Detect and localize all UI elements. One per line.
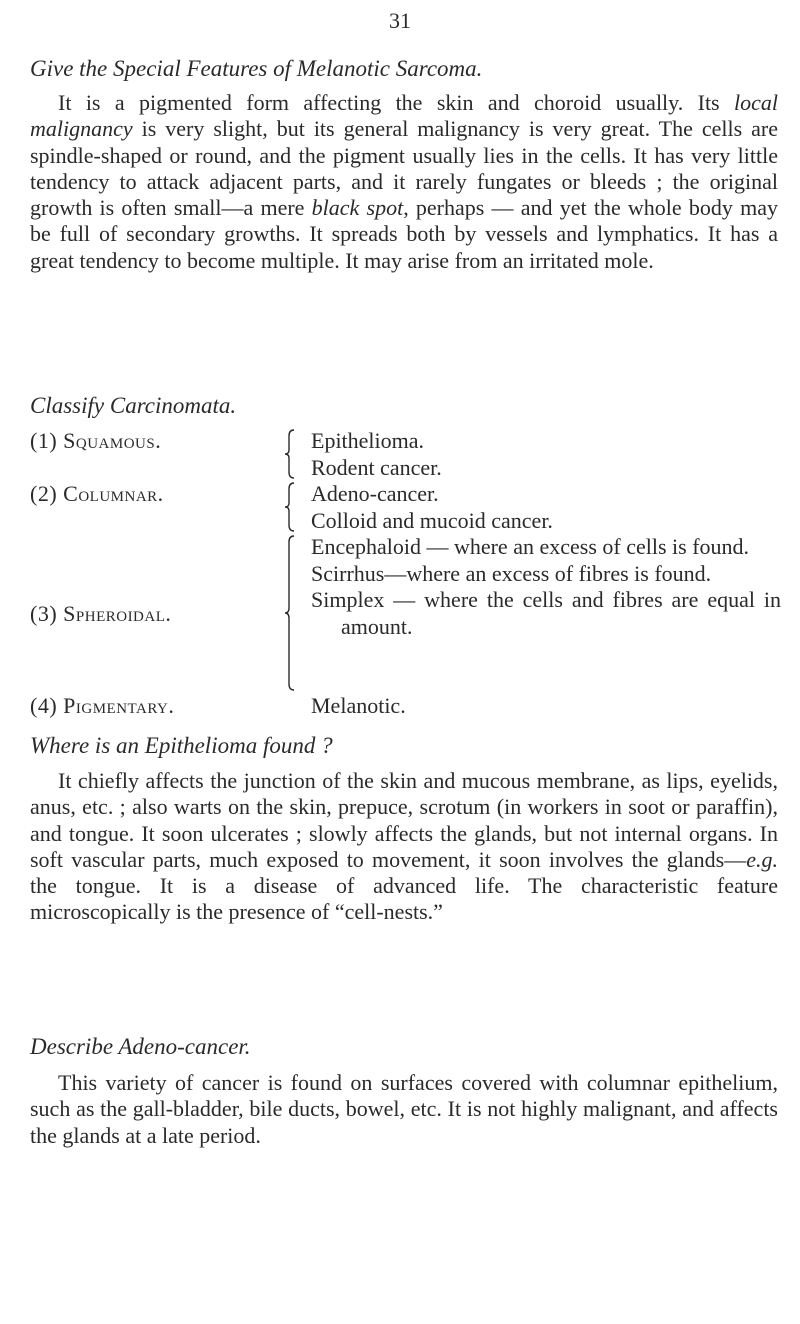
epithelioma-text-1: It chiefly affects the junction of the skin and mucous membrane, as lips, eyelids, anus, etc. ; also warts on the skin, prepuce, scrotum (in workers in soot or paraffin), and tongue. It soon ulcerates ; slowly affects the glands, but not internal organs. In soft vascular parts, much exposed to movement, it soon involves the glands—: [30, 768, 778, 872]
adeno-paragraph: [30, 1070, 778, 1149]
class-item: Melanotic.: [311, 693, 406, 718]
page-number: 31: [389, 8, 411, 33]
black-spot-phrase: black spot: [311, 195, 404, 221]
class-label-squamous: (1) Squamous.: [30, 428, 162, 453]
class-item: Adeno-cancer.: [311, 481, 439, 506]
brace-columnar: [282, 481, 296, 533]
class-items-squamous: [311, 428, 781, 481]
sarcoma-text-1: It is a pigmented form affecting the skin and choroid usually. Its: [58, 90, 734, 115]
epithelioma-heading: Where is an Epithelioma found ?: [30, 733, 333, 758]
class-items-columnar: [311, 481, 781, 534]
epithelioma-text-2: the tongue. It is a disease of advanced life. The characteristic feature microscopically is the presence of “cell-nests.”: [30, 873, 778, 925]
local-malignancy-phrase: local malignancy: [30, 90, 778, 142]
adeno-text: This variety of cancer is found on surfaces covered with columnar epithelium, such as the gall-bladder, bile ducts, bowel, etc. It is not highly malignant, and affects the glands at a late period.: [30, 1070, 778, 1148]
class-item: Encephaloid — where an excess of cells is found.: [311, 534, 750, 559]
sarcoma-heading: Give the Special Features of Melanotic Sarcoma.: [30, 56, 483, 81]
class-items-pigmentary: [311, 693, 781, 720]
sarcoma-text-3: , perhaps — and yet the whole body may be full of secondary growths. It spreads both by vessels and lymphatics. It has a great tendency to become multiple. It may arise from an irritated mole.: [30, 195, 778, 273]
eg-abbreviation: e.g.: [746, 846, 778, 872]
class-label-spheroidal: (3) Spheroidal.: [30, 601, 172, 626]
brace-spheroidal: [282, 534, 296, 692]
class-item: Scirrhus—where an excess of fibres is found.: [311, 560, 712, 586]
epithelioma-paragraph: [30, 768, 778, 926]
class-item: Rodent cancer.: [311, 454, 442, 480]
class-item: Simplex — where the cells and fibres are equal in amount.: [311, 587, 781, 639]
class-label-pigmentary: (4) Pigmentary.: [30, 693, 175, 718]
brace-squamous: [282, 428, 296, 480]
class-label-columnar: (2) Columnar.: [30, 481, 164, 506]
carcinomata-heading: Classify Carcinomata.: [30, 393, 237, 418]
class-item: Epithelioma.: [311, 428, 425, 453]
sarcoma-paragraph: [30, 90, 778, 274]
class-items-spheroidal: [311, 534, 781, 640]
class-item: Colloid and mucoid cancer.: [311, 507, 553, 533]
adeno-heading: Describe Adeno-cancer.: [30, 1034, 251, 1059]
sarcoma-text-2: is very slight, but its general malignancy is very great. The cells are spindle-shaped or round, and the pigment usually lies in the cells. It has very little tendency to attack adjacent parts, and it rarely fungates or bleeds ; the original growth is often small—a mere: [30, 116, 778, 221]
